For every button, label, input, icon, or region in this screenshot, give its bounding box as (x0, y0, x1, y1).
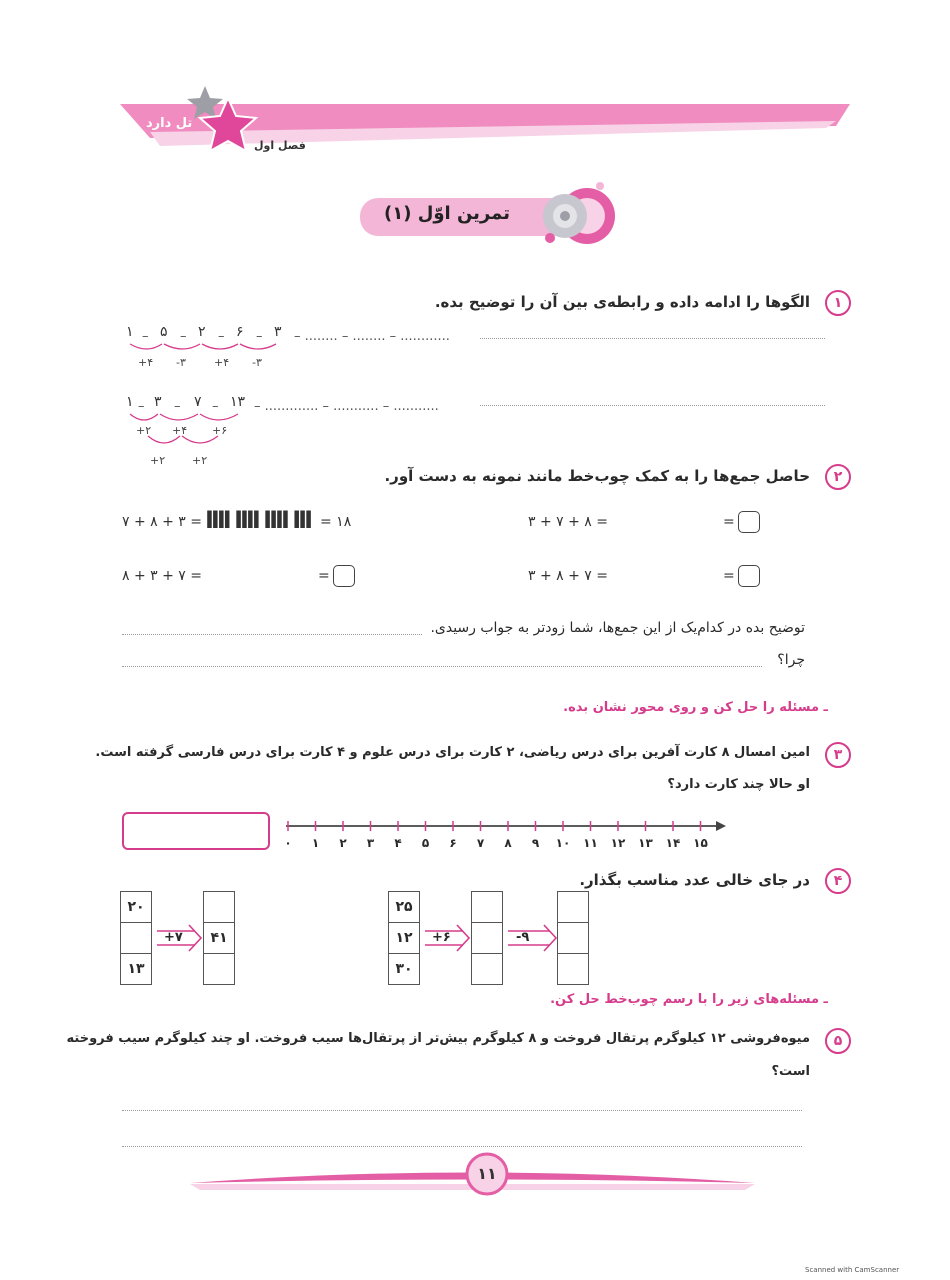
input-cell: ۳۰ (395, 961, 413, 977)
book-logo: تل دارد (146, 116, 193, 131)
blank-cell[interactable] (558, 892, 588, 923)
chapter-label: فصل اول (254, 139, 306, 152)
operation-label: +۶ (432, 930, 451, 945)
svg-text:–: – (256, 329, 263, 344)
answer-line[interactable] (122, 666, 762, 667)
blank-cell[interactable] (472, 923, 502, 954)
number-line-label: ۸ (504, 836, 512, 850)
pattern-1-arrows (122, 322, 450, 370)
question-number-3: ۳ (825, 742, 851, 768)
answer-line[interactable] (122, 1110, 802, 1111)
section-heading: ـ مسئله‌های زیر را با رسم چوب‌خط حل کن. (550, 992, 828, 1007)
input-cell[interactable] (121, 923, 151, 954)
blank-cell[interactable] (558, 954, 588, 984)
pattern-step: +۲ (136, 424, 152, 437)
svg-text:–: – (180, 329, 187, 344)
pattern-value: ۷ (194, 394, 202, 410)
arrow-icon (506, 923, 558, 953)
svg-text:–: – (142, 329, 149, 344)
svg-text:– ............. – ...........: – ............. – ........... – ........... (254, 399, 439, 414)
number-line-label: ۲ (339, 836, 347, 850)
pattern-step: -۳ (176, 356, 186, 369)
page-title: تمرین اوّل (۱) (384, 203, 510, 224)
pattern-value: ۱ (126, 394, 134, 410)
input-cell: ۲۵ (389, 892, 419, 923)
number-line-label: ۰ (284, 836, 292, 850)
number-line-labels (280, 836, 730, 854)
answer-box-large[interactable] (122, 812, 270, 850)
equals-sign: = (723, 568, 735, 584)
operation-label: -۹ (516, 930, 530, 945)
middle-column (471, 891, 503, 985)
equals-sign: = (318, 568, 330, 584)
question-1-text: الگوها را ادامه داده و رابطه‌ی بین آن را توضیح بده. (434, 293, 810, 311)
number-line-label: ۳ (366, 836, 375, 850)
pattern-value: ۲ (198, 324, 206, 340)
svg-text:–: – (138, 399, 145, 414)
tally-marks: IIII IIII IIII III (205, 506, 311, 534)
answer-box[interactable] (738, 565, 760, 587)
output-cell: ۴۱ (204, 923, 234, 954)
explain-prompt: توضیح بده در کدام‌یک از این جمع‌ها، شما زودتر به جواب رسیدی. (430, 620, 805, 636)
svg-text:– ........ – ........ – ......: – ........ – ........ – ............ (294, 329, 450, 344)
operation-label: +۷ (164, 930, 183, 945)
pattern-step: +۶ (212, 424, 228, 437)
answer-line[interactable] (480, 338, 825, 339)
pattern-step: +۲ (150, 454, 166, 467)
answer-box[interactable] (738, 511, 760, 533)
number-line-label: ۶ (449, 836, 457, 850)
pattern-step: -۳ (252, 356, 262, 369)
pattern-step: +۴ (214, 356, 230, 369)
equals-sign: = (723, 514, 735, 530)
pattern-value: ۱ (126, 324, 134, 340)
pattern-2-arrows (122, 392, 442, 472)
question-5-line-1: میوه‌فروشی ۱۲ کیلوگرم پرتقال فروخت و ۸ کیلوگرم بیش‌تر از پرتقال‌ها سیب فروخت. او چند کیلوگرم سیب فروخته (66, 1031, 810, 1046)
sum-expression: ۳ + ۸ + ۷ = (528, 568, 609, 584)
question-number-4: ۴ (825, 868, 851, 894)
example-result: = ۱۸ (320, 514, 352, 530)
question-3-line-2: او حالا چند کارت دارد؟ (667, 777, 810, 792)
question-3-line-1: امین امسال ۸ کارت آفرین برای درس ریاضی، ۲ کارت برای درس علوم و ۴ کارت برای درس فارسی گرفته است. (95, 745, 810, 760)
number-line-label: ۱۱ (583, 836, 598, 850)
input-cell: ۲۰ (121, 892, 151, 923)
number-line-label: ۱۴ (665, 836, 681, 850)
input-column (120, 891, 152, 985)
pattern-value: ۳ (154, 394, 162, 410)
svg-text:–: – (218, 329, 225, 344)
sum-expression: ۳ + ۷ + ۸ = (528, 514, 609, 530)
number-line-label: ۱۵ (693, 836, 708, 850)
output-cell[interactable] (204, 892, 234, 923)
pattern-1 (122, 322, 450, 370)
question-number-5: ۵ (825, 1028, 851, 1054)
svg-text:–: – (174, 399, 181, 414)
number-line-label: ۴ (394, 836, 402, 850)
pattern-value: ۳ (274, 324, 282, 340)
sum-expression: ۸ + ۳ + ۷ = (122, 568, 203, 584)
number-line-label: ۱۳ (638, 836, 653, 850)
answer-line[interactable] (122, 1146, 802, 1147)
question-5-line-2: است؟ (771, 1064, 810, 1079)
header-band (0, 0, 950, 170)
pattern-value: ۵ (160, 324, 168, 340)
question-2-text: حاصل جمع‌ها را به کمک چوب‌خط مانند نمونه به دست آور. (384, 467, 810, 485)
pattern-2 (122, 392, 442, 472)
pattern-value: ۶ (236, 324, 244, 340)
example-expression: ۷ + ۸ + ۳ = (122, 514, 203, 530)
number-line-label: ۵ (421, 836, 430, 850)
pattern-value: ۱۳ (230, 394, 246, 410)
output-cell[interactable] (204, 954, 234, 984)
section-heading: ـ مسئله را حل کن و روی محور نشان بده. (563, 700, 828, 715)
answer-box[interactable] (333, 565, 355, 587)
number-line-label: ۱ (311, 836, 320, 850)
number-line-label: ۱۰ (555, 836, 571, 850)
number-line-label: ۱۲ (610, 836, 626, 850)
blank-cell[interactable] (472, 954, 502, 984)
output-column (203, 891, 235, 985)
input-cell: ۱۳ (127, 961, 145, 977)
input-column (388, 891, 420, 985)
why-prompt: چرا؟ (777, 652, 805, 668)
pattern-step: +۲ (192, 454, 208, 467)
pattern-step: +۴ (172, 424, 188, 437)
question-number-2: ۲ (825, 464, 851, 490)
number-line-label: ۹ (531, 836, 540, 850)
input-cell: ۱۲ (389, 923, 419, 954)
svg-text:–: – (212, 399, 219, 414)
output-column (557, 891, 589, 985)
blank-cell[interactable] (472, 892, 502, 923)
question-number-1: ۱ (825, 290, 851, 316)
question-4-text: در جای خالی عدد مناسب بگذار. (579, 871, 810, 889)
page-number: ۱۱ (477, 1164, 497, 1183)
blank-cell[interactable] (558, 923, 588, 954)
number-line-label: ۷ (476, 836, 485, 850)
scanner-watermark: Scanned with CamScanner (805, 1266, 900, 1274)
pattern-step: +۴ (138, 356, 154, 369)
answer-line[interactable] (480, 405, 825, 406)
number-line (280, 812, 730, 836)
answer-line[interactable] (122, 634, 422, 635)
